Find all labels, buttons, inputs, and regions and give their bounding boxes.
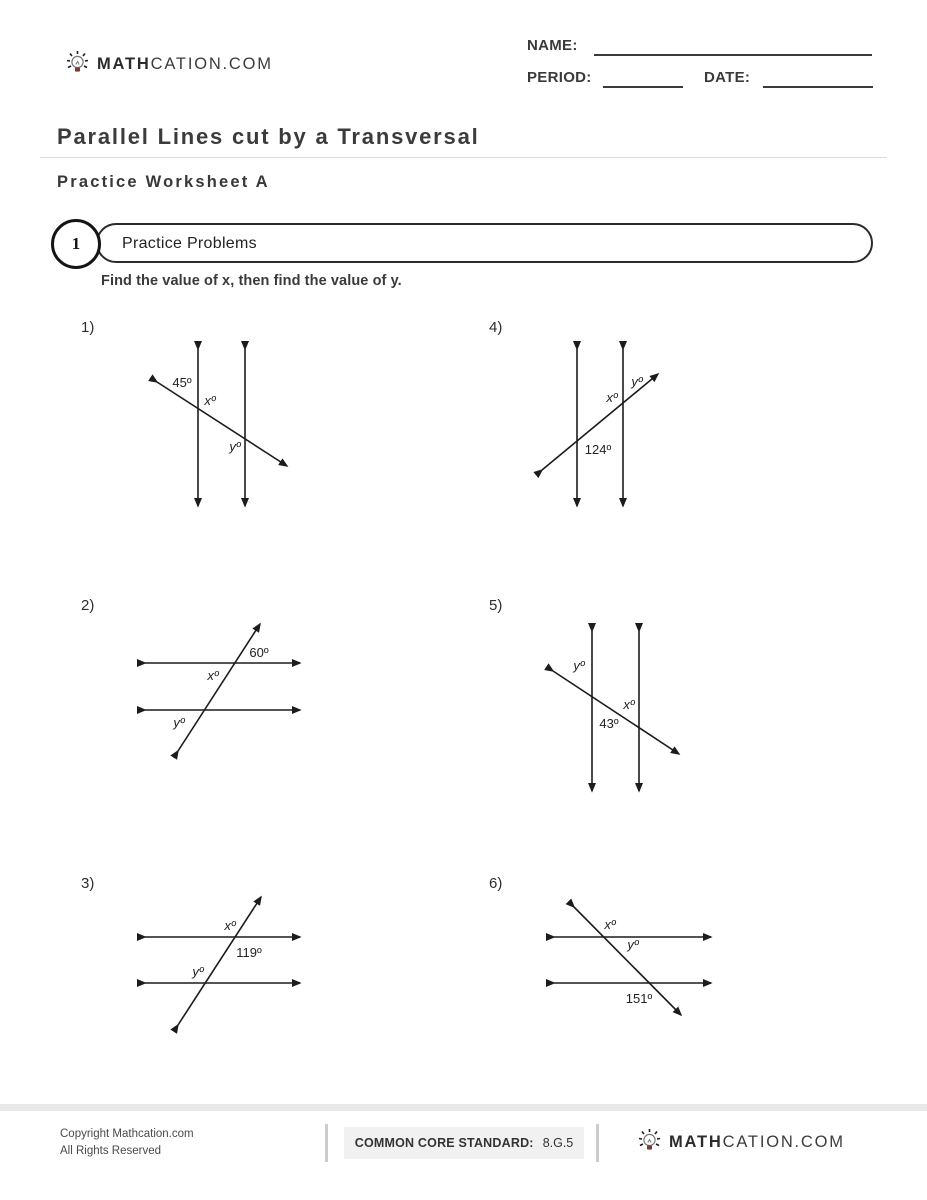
- page-title: Parallel Lines cut by a Transversal: [57, 124, 480, 149]
- problem-2-number: 2): [81, 597, 95, 614]
- standard-label: COMMON CORE STANDARD:: [354, 1136, 534, 1150]
- date-input-line: [763, 86, 873, 88]
- copyright-line-2: All Rights Reserved: [60, 1144, 161, 1157]
- period-field-label: PERIOD:: [527, 69, 592, 86]
- footer-copyright: [60, 1126, 194, 1159]
- angle-label-x: xº: [604, 917, 616, 932]
- transversal-line: [178, 624, 260, 751]
- footer-divider-bar: [0, 1104, 927, 1111]
- brand-rest: CATION.COM: [150, 54, 273, 73]
- angle-label-given: 60º: [249, 645, 269, 660]
- angle-label-y: yº: [573, 658, 585, 673]
- section-instruction: Find the value of x, then find the value of y.: [101, 273, 402, 289]
- problem-3-diagram: [135, 880, 310, 1035]
- angle-label-y: yº: [627, 937, 639, 952]
- problem-4-number: 4): [489, 319, 503, 336]
- copyright-line-1: Copyright Mathcation.com: [60, 1128, 194, 1140]
- section-pill: [96, 223, 873, 263]
- problem-3-number: 3): [81, 875, 95, 892]
- footer-separator-left: [325, 1124, 328, 1162]
- transversal-line: [553, 671, 679, 754]
- problem-6-number: 6): [489, 875, 503, 892]
- section-number-badge: [51, 219, 101, 269]
- name-field-label: NAME:: [527, 37, 578, 54]
- lightbulb-icon: [65, 50, 90, 78]
- transversal-line: [178, 897, 261, 1025]
- brand-wordmark: [669, 1133, 845, 1152]
- brand-rest: CATION.COM: [722, 1132, 845, 1151]
- angle-label-given: 43º: [599, 716, 619, 731]
- title-divider: [40, 157, 887, 158]
- brand-bold: MATH: [97, 54, 151, 73]
- angle-label-given: 45º: [172, 375, 192, 390]
- header-logo: [65, 50, 273, 78]
- problem-6-diagram: [540, 895, 720, 1035]
- angle-label-y: yº: [173, 715, 185, 730]
- angle-label-given: 124º: [584, 442, 612, 457]
- problem-1-diagram: [140, 335, 310, 520]
- brand-wordmark: [97, 55, 273, 74]
- problem-5-diagram: [535, 615, 695, 800]
- angle-label-x: xº: [207, 668, 219, 683]
- angle-label-given: 119º: [236, 945, 262, 960]
- brand-bold: MATH: [669, 1132, 723, 1151]
- section-heading: Practice Problems: [122, 235, 257, 252]
- angle-label-given: 151º: [625, 991, 653, 1006]
- date-field-label: DATE:: [704, 69, 751, 86]
- footer-logo: [637, 1128, 845, 1156]
- standard-value: 8.G.5: [542, 1136, 574, 1150]
- angle-label-x: xº: [606, 390, 618, 405]
- angle-label-y: yº: [229, 439, 241, 454]
- common-core-standard-box: [344, 1127, 584, 1159]
- section-number: 1: [71, 234, 81, 253]
- page-subtitle: Practice Worksheet A: [57, 173, 270, 191]
- footer-separator-right: [596, 1124, 599, 1162]
- problem-5-number: 5): [489, 597, 503, 614]
- angle-label-x: xº: [224, 918, 236, 933]
- angle-label-x: xº: [204, 393, 216, 408]
- problem-4-diagram: [525, 335, 680, 520]
- period-input-line: [603, 86, 683, 88]
- name-input-line: [594, 54, 872, 56]
- transversal-line: [157, 382, 287, 466]
- problem-2-diagram: [135, 610, 310, 765]
- angle-label-y: yº: [631, 374, 643, 389]
- lightbulb-icon: [637, 1128, 662, 1156]
- angle-label-x: xº: [623, 697, 635, 712]
- angle-label-y: yº: [192, 964, 204, 979]
- problem-1-number: 1): [81, 319, 95, 336]
